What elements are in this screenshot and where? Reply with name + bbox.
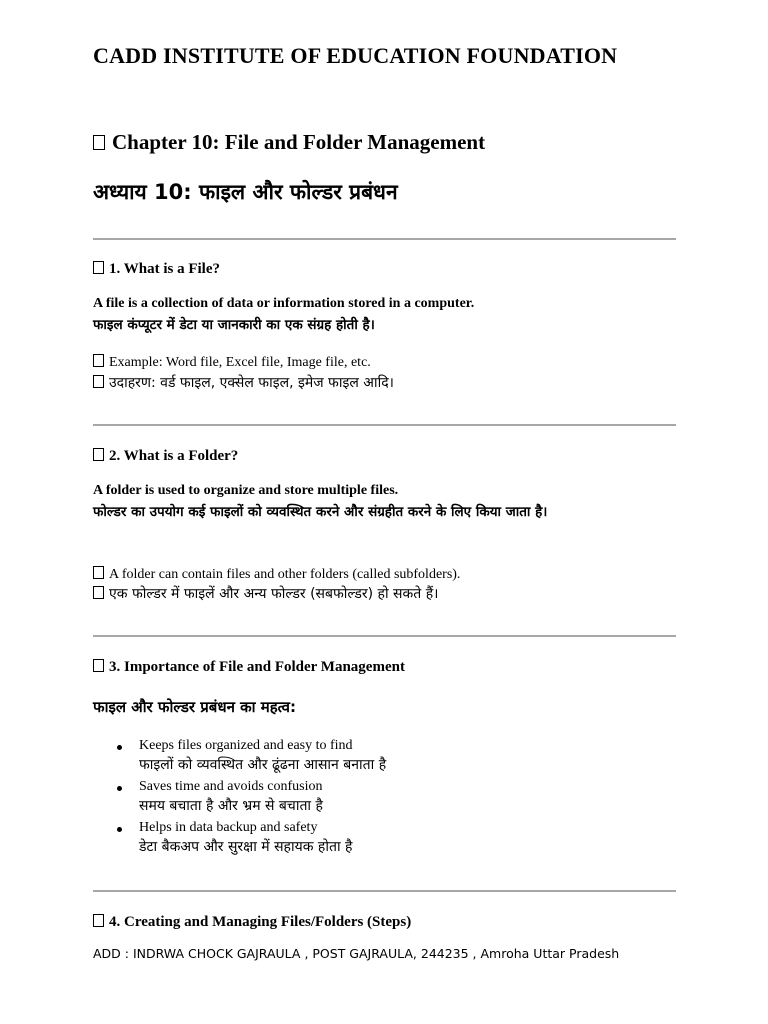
- file-example: [93, 354, 371, 371]
- document-page: [93, 0, 676, 1024]
- list-item-text: Helps in data backup and safety: [139, 820, 318, 835]
- folder-definition: A folder is used to organize and store multiple files.: [93, 483, 399, 498]
- file-example-text: Example: Word file, Excel file, Image file, etc.: [109, 355, 371, 370]
- file-definition: A file is a collection of data or information stored in a computer.: [93, 296, 475, 311]
- list-item-text-hindi: डेटा बैकअप और सुरक्षा में सहायक होता है: [139, 839, 353, 855]
- missing-glyph-icon: [93, 566, 104, 579]
- file-example-hindi-text: उदाहरण: वर्ड फाइल, एक्सेल फाइल, इमेज फाइल आदि।: [109, 375, 394, 391]
- folder-definition-hindi: फोल्डर का उपयोग कई फाइलों को व्यवस्थित करने और संग्रहीत करने के लिए किया जाता है।: [93, 504, 548, 520]
- list-item-text: Saves time and avoids confusion: [139, 779, 323, 794]
- chapter-title-text: Chapter 10: File and Folder Management: [112, 130, 486, 154]
- folder-note-hindi: [93, 584, 438, 603]
- chapter-title: [93, 130, 485, 155]
- divider: [93, 635, 676, 637]
- list-item: [93, 820, 386, 861]
- divider: [93, 890, 676, 892]
- section-heading-text: 3. Importance of File and Folder Management: [109, 659, 405, 675]
- missing-glyph-icon: [93, 354, 104, 367]
- importance-list: [93, 738, 386, 861]
- importance-subheading-hindi: फाइल और फोल्डर प्रबंधन का महत्व:: [93, 698, 296, 716]
- section-heading-text: 4. Creating and Managing Files/Folders (Steps): [109, 914, 412, 930]
- section-heading-text: 2. What is a Folder?: [109, 448, 239, 464]
- missing-glyph-icon: [93, 586, 104, 599]
- section-heading-steps: [93, 914, 411, 931]
- missing-glyph-icon: [93, 261, 104, 274]
- file-definition-hindi: फाइल कंप्यूटर में डेटा या जानकारी का एक संग्रह होती है।: [93, 317, 375, 333]
- missing-glyph-icon: [93, 448, 104, 461]
- section-heading-folder: [93, 448, 238, 465]
- list-item-text: Keeps files organized and easy to find: [139, 738, 353, 753]
- folder-note: [93, 566, 460, 583]
- bullet-icon: [117, 745, 122, 750]
- file-example-hindi: [93, 373, 394, 392]
- bullet-icon: [117, 786, 122, 791]
- folder-note-text: A folder can contain files and other folders (called subfolders).: [109, 567, 461, 582]
- bullet-icon: [117, 827, 122, 832]
- missing-glyph-icon: [93, 914, 104, 927]
- institute-title: CADD INSTITUTE OF EDUCATION FOUNDATION: [93, 43, 618, 68]
- list-item-text-hindi: फाइलों को व्यवस्थित और ढूंढना आसान बनाता है: [139, 757, 387, 773]
- missing-glyph-icon: [93, 375, 104, 388]
- list-item-text-hindi: समय बचाता है और भ्रम से बचाता है: [139, 798, 323, 814]
- section-heading-text: 1. What is a File?: [109, 261, 220, 277]
- section-heading-file: [93, 261, 220, 278]
- divider: [93, 238, 676, 240]
- missing-glyph-icon: [93, 659, 104, 672]
- list-item: [93, 779, 386, 820]
- section-heading-importance: [93, 659, 405, 676]
- chapter-title-hindi: अध्याय 10: फाइल और फोल्डर प्रबंधन: [93, 180, 398, 204]
- footer-address: ADD : INDRWA CHOCK GAJRAULA , POST GAJRAULA, 244235 , Amroha Uttar Pradesh: [93, 946, 620, 961]
- missing-glyph-icon: [93, 135, 105, 150]
- list-item: [93, 738, 386, 779]
- divider: [93, 424, 676, 426]
- folder-note-hindi-text: एक फोल्डर में फाइलें और अन्य फोल्डर (सबफोल्डर) हो सकते हैं।: [109, 586, 439, 602]
